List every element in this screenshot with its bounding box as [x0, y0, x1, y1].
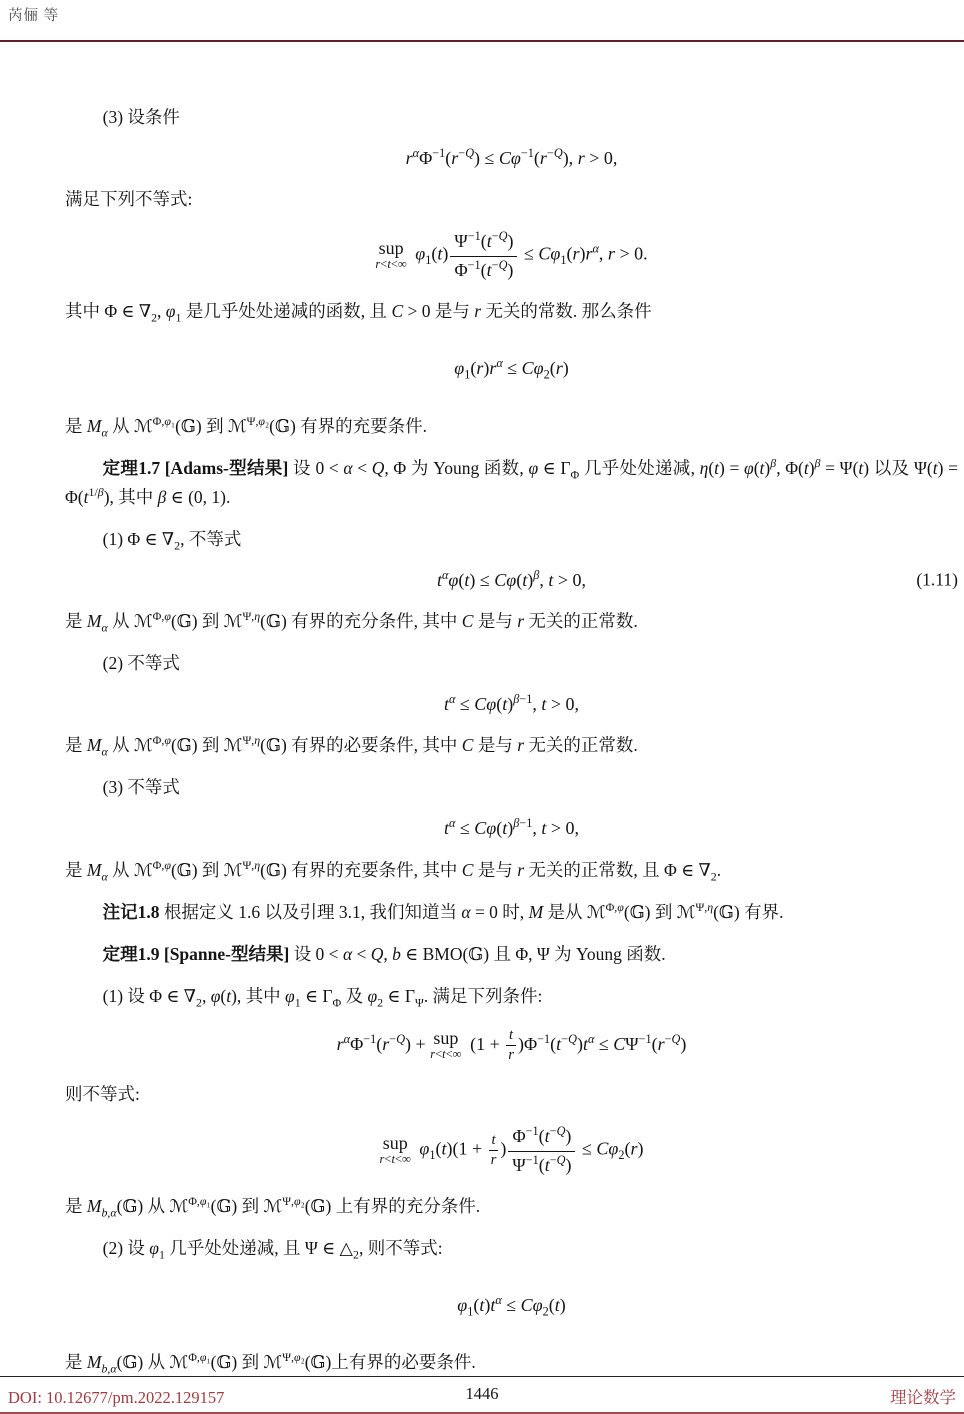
- page-number: 1446: [465, 1384, 499, 1403]
- running-header: [8, 4, 59, 25]
- spanne-condition-formula: $r^\alpha\Phi^{-1}(r^{-Q})$ + sup r<t<∞ (1 + $\frac{t}{r}$ )$\Phi^{-1}(t^{-Q})t^\alpha \le C\Psi^{-1}(r^{-Q})$: [336, 1026, 687, 1063]
- paragraph: 是 $M_\alpha$ 从 ℳ$^{\Phi,\varphi}$(𝔾) 到 ℳ$^{\Psi,\eta}$(𝔾) 有界的充分条件, 其中 C 是与 r 无关的正常数.: [65, 609, 638, 635]
- necessity-formula: $t^\alpha \le C\varphi(t)^{\beta-1}$, t > 0,: [443, 691, 580, 714]
- paragraph: 是 $M_\alpha$ 从 ℳ$^{\Phi,\varphi}$(𝔾) 到 ℳ$^{\Psi,\eta}$(𝔾) 有界的必要条件, 其中 C 是与 r 无关的正常数.: [65, 733, 638, 759]
- necessity-formula-spanne: $\varphi_1(t)t^\alpha \le C\varphi_2(t)$: [457, 1292, 566, 1319]
- sup-inequality-formula: sup r<t<∞ $\varphi_1(t)$ $\frac{\Psi^{-1}(t^{-Q})}{\Phi^{-1}(t^{-Q})}$ ≤ $C\varphi_1(r)r^\alpha$, r > 0.: [375, 229, 648, 280]
- footer-doi-link[interactable]: DOI: 10.12677/pm.2022.129157: [8, 1388, 225, 1407]
- item-1: (1) Φ ∈ $\nabla_2$, 不等式: [102, 528, 242, 553]
- paragraph: 满足下列不等式:: [65, 189, 193, 210]
- footer-row: [0, 1377, 964, 1411]
- condition-formula-2: $\varphi_1(r)r^\alpha \le C\varphi_2(r)$: [454, 356, 569, 382]
- paragraph: 其中 Φ ∈ $\nabla_2$, $\varphi_1$ 是几乎处处递减的函数, 且 C > 0 是与 r 无关的常数. 那么条件: [65, 301, 652, 325]
- paragraph: 是 $M_{b,\alpha}(𝔾)$ 从 ℳ$^{\Phi,\varphi_1}$(𝔾) 到 ℳ$^{\Psi,\varphi_2}$(𝔾)上有界的必要条件.: [65, 1350, 476, 1376]
- equation-1-11: $t^\alpha\varphi(t) \le C\varphi(t)^\beta$, t > 0, (1.11): [436, 567, 958, 590]
- equation-number: (1.11): [916, 569, 958, 590]
- item-2-spanne: (2) 设 $\varphi_1$ 几乎处处递减, 且 Ψ ∈ $\triangle_2$, 则不等式:: [102, 1237, 443, 1262]
- spanne-sup-formula: sup r<t<∞ $\varphi_1(t)(1$ + $\frac{t}{r}$ ) $\frac{\Phi^{-1}(t^{-Q})}{\Psi^{-1}(t^{-Q})}$ ≤ $C\varphi_2(r)$: [379, 1124, 644, 1175]
- condition-formula-1: $r^\alpha\Phi^{-1}(r^{-Q}) \le C\varphi^{-1}(r^{-Q})$, r > 0,: [405, 146, 618, 168]
- theorem-1-9: 定理1.9 [Spanne-型结果] 设 0 < α < Q, b ∈ BMO(𝔾) 且 Φ, Ψ 为 Young 函数.: [102, 943, 666, 964]
- item-2: (2) 不等式: [102, 652, 180, 673]
- block-label: 定理1.9 [Spanne-型结果]: [102, 943, 290, 964]
- item-1-spanne: (1) 设 Φ ∈ $\nabla_2$, φ(t), 其中 $\varphi_1$ ∈ $\Gamma_\Phi$ 及 $\varphi_2$ ∈ $\Gamma_\Psi$. 满足下列条件:: [102, 985, 543, 1010]
- item-3: (3) 不等式: [102, 777, 180, 798]
- remark-1-8: 注记1.8 根据定义 1.6 以及引理 3.1, 我们知道当 α = 0 时, M 是从 ℳ$^{\Phi,\varphi}$(𝔾) 到 ℳ$^{\Psi,\eta}$(𝔾) 有界.: [102, 899, 784, 922]
- theorem-1-7: 定理1.7 [Adams-型结果] 设 0 < α < Q, Φ 为 Young 函数, φ ∈ $\Gamma_\Phi$ 几乎处处递减, $\eta(t) = \varphi(t)^\beta$, $\Phi(t)^\beta = \Psi(t)$ 以及 $\Psi(t) = \Phi(t^{1/\beta})$, 其中 β ∈ (0, 1).: [65, 455, 958, 507]
- paragraph: 是 $M_{b,\alpha}(𝔾)$ 从 ℳ$^{\Phi,\varphi_1}$(𝔾) 到 ℳ$^{\Psi,\varphi_2}$(𝔾) 上有界的充分条件.: [65, 1194, 481, 1220]
- equivalence-formula: $t^\alpha \le C\varphi(t)^{\beta-1}$, t > 0,: [443, 816, 580, 839]
- item-3-intro: (3) 设条件: [102, 107, 180, 127]
- block-label: 定理1.7 [Adams-型结果]: [102, 457, 289, 478]
- paragraph: 是 $M_\alpha$ 从 ℳ$^{\Phi,\varphi}$(𝔾) 到 ℳ$^{\Psi,\eta}$(𝔾) 有界的充要条件, 其中 C 是与 r 无关的正常数, 且 Φ ∈ $\nabla_2$.: [65, 857, 722, 884]
- paragraph: 是 $M_\alpha$ 从 ℳ$^{\Phi,\varphi_1}$(𝔾) 到 ℳ$^{\Psi,\varphi_2}$(𝔾) 有界的充要条件.: [65, 413, 428, 440]
- paragraph: 则不等式:: [65, 1084, 140, 1105]
- journal-name: 理论数学: [890, 1388, 956, 1407]
- page-footer: [0, 1376, 964, 1414]
- block-label: 注记1.8: [102, 901, 160, 922]
- running-header-authors: 芮俪 等: [8, 8, 60, 24]
- document-body: [65, 42, 958, 1390]
